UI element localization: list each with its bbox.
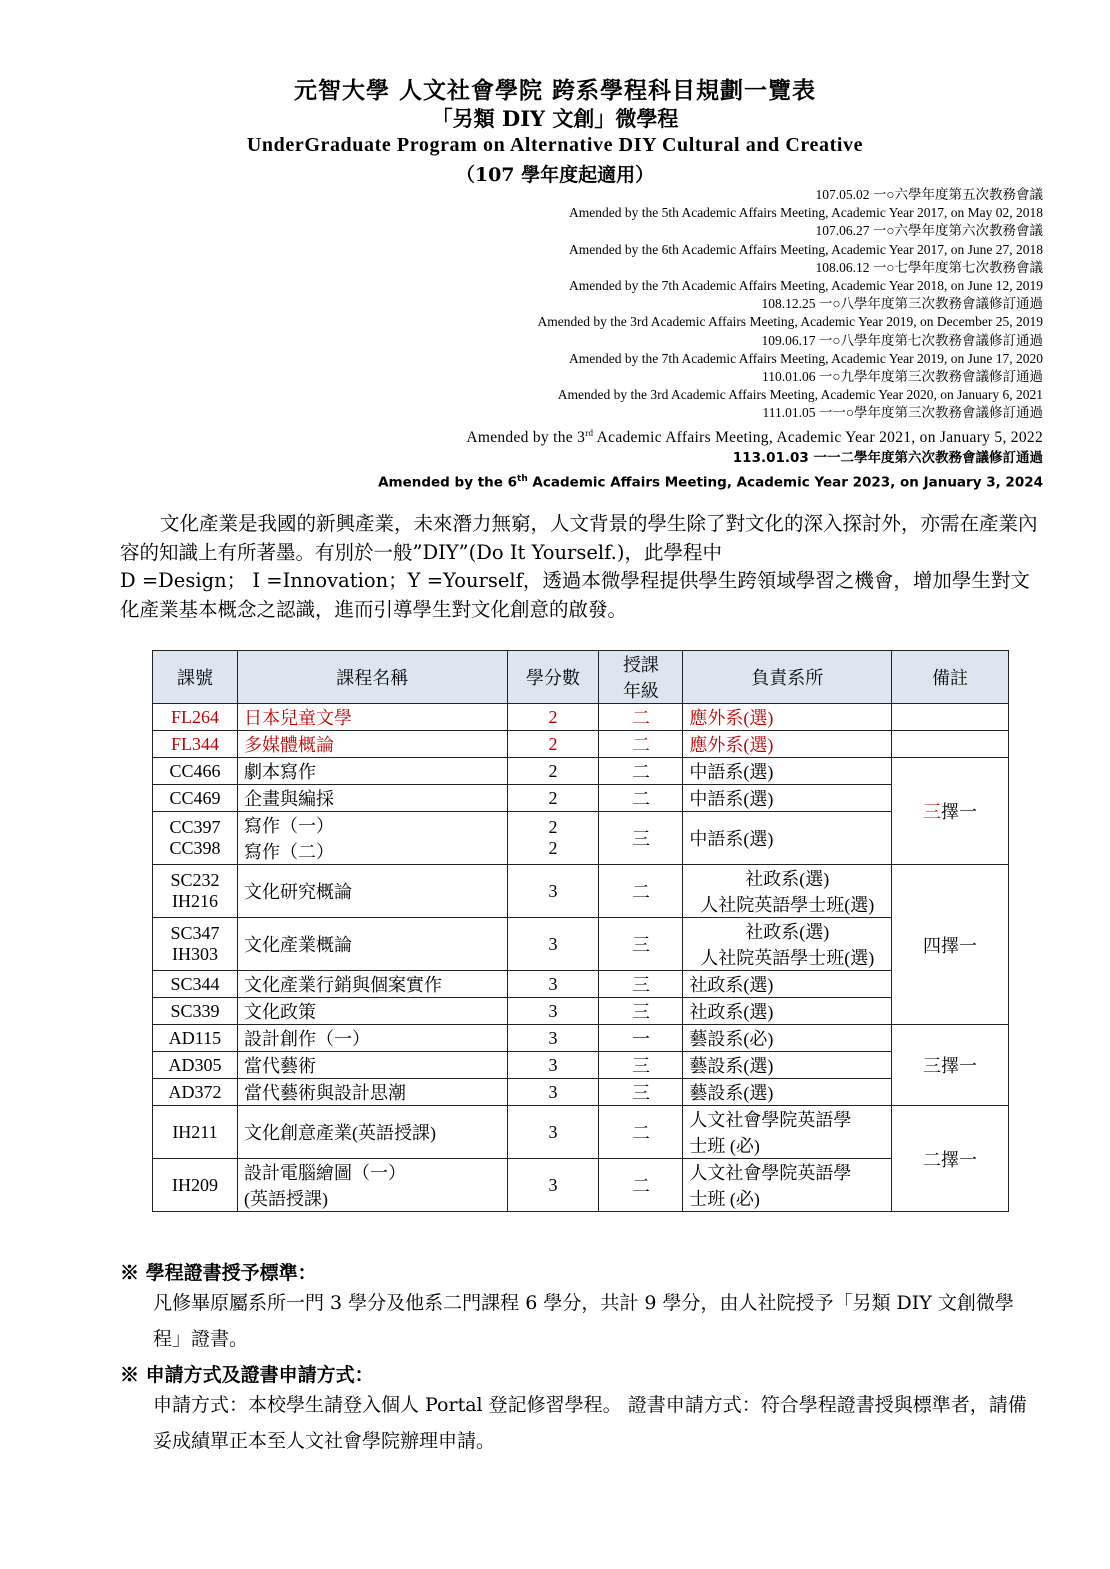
course-credit: 3 — [507, 1079, 599, 1106]
course-code: CC397 CC398 — [153, 812, 238, 865]
course-credit: 3 — [507, 865, 599, 918]
remark-choose-one-of-four: 四擇一 — [892, 865, 1009, 1025]
intro-paragraph-2: D =Design； I =Innovation；Y =Yourself，透過本微學程提供學生跨領域學習之機會，增加學生對文化產業基本概念之認識，進而引導學生對文化創意的啟發。 — [120, 569, 1030, 621]
course-grade: 二 — [599, 785, 683, 812]
table-row — [153, 1106, 1009, 1159]
course-code: SC232 IH216 — [153, 865, 238, 918]
course-code: FL264 — [153, 704, 238, 731]
course-credit: 2 — [507, 785, 599, 812]
course-credit: 3 — [507, 1159, 599, 1212]
course-name: 當代藝術 — [237, 1052, 507, 1079]
amendment-line-2022: Amended by the 3rd Academic Affairs Meeting, Academic Year 2021, on January 5, 2022 — [466, 427, 1043, 446]
course-code: IH211 — [153, 1106, 238, 1159]
title-english: UnderGraduate Program on Alternative DIY Cultural and Creative — [246, 134, 864, 156]
course-name: 日本兒童文學 — [237, 704, 507, 731]
course-name: 寫作（一） 寫作（二） — [237, 812, 507, 865]
course-dept: 藝設系(選) — [683, 1052, 892, 1079]
amendment-line: Amended by the 6th Academic Affairs Meeting, Academic Year 2017, on June 27, 2018 — [568, 241, 1043, 257]
course-grade: 二 — [599, 758, 683, 785]
amendment-line: Amended by the 7th Academic Affairs Meeting, Academic Year 2019, on June 17, 2020 — [568, 350, 1043, 366]
course-dept: 人文社會學院英語學 士班 (必) — [683, 1159, 892, 1212]
certificate-body: 凡修畢原屬系所一門 3 學分及他系二門課程 6 學分，共計 9 學分，由人社院授予「另類 DIY 文創微學程」證書。 — [153, 1292, 1014, 1350]
table-row — [153, 1079, 1009, 1106]
course-dept: 應外系(選) — [683, 731, 892, 758]
course-dept: 社政系(選) — [683, 998, 892, 1025]
course-dept: 人文社會學院英語學 士班 (必) — [683, 1106, 892, 1159]
course-name: 文化研究概論 — [237, 865, 507, 918]
remark-choose-one-of-three-ad: 三擇一 — [892, 1025, 1009, 1106]
application-section — [120, 1360, 1040, 1459]
course-grade: 三 — [599, 971, 683, 998]
course-code: SC344 — [153, 971, 238, 998]
header-grade: 授課 年級 — [599, 651, 683, 704]
course-code: IH209 — [153, 1159, 238, 1212]
course-credit: 3 — [507, 971, 599, 998]
table-row — [153, 1052, 1009, 1079]
course-code: AD372 — [153, 1079, 238, 1106]
course-name: 企畫與編採 — [237, 785, 507, 812]
amendment-line: 108.06.12 一○七學年度第七次教務會議 — [815, 259, 1043, 275]
course-dept: 社政系(選) 人社院英語學士班(選) — [683, 918, 892, 971]
table-header-row — [153, 651, 1009, 704]
application-body: 申請方式：本校學生請登入個人 Portal 登記修習學程。 證書申請方式：符合學程證書授與標準者，請備妥成績單正本至人文社會學院辦理申請。 — [153, 1394, 1027, 1452]
header-name: 課程名稱 — [237, 651, 507, 704]
course-credit: 2 — [507, 731, 599, 758]
course-table — [152, 650, 1009, 1212]
amendment-line: 107.06.27 一○六學年度第六次教務會議 — [815, 223, 1043, 239]
amendment-line: Amended by the 7th Academic Affairs Meeting, Academic Year 2018, on June 12, 2019 — [568, 278, 1043, 294]
header-dept: 負責系所 — [683, 651, 892, 704]
course-dept: 社政系(選) — [683, 971, 892, 998]
amendment-line-2024-zh: 113.01.03 一一二學年度第六次教務會議修訂通過 — [732, 449, 1043, 466]
remark-choose-one-of-three: 三擇一 — [892, 758, 1009, 865]
header-remark: 備註 — [892, 651, 1009, 704]
course-grade: 二 — [599, 865, 683, 918]
certificate-section — [120, 1258, 1040, 1357]
course-name: 設計創作（一） — [237, 1025, 507, 1052]
course-dept: 應外系(選) — [683, 704, 892, 731]
course-name: 設計電腦繪圖（一） (英語授課) — [237, 1159, 507, 1212]
remark-choose-one-of-two: 二擇一 — [892, 1106, 1009, 1212]
course-credit: 3 — [507, 1106, 599, 1159]
amendment-line: 110.01.06 一○九學年度第三次教務會議修訂通過 — [761, 369, 1043, 385]
amendment-line: Amended by the 5th Academic Affairs Meeting, Academic Year 2017, on May 02, 2018 — [568, 205, 1043, 221]
course-dept: 中語系(選) — [683, 785, 892, 812]
course-credit: 3 — [507, 1052, 599, 1079]
course-grade: 三 — [599, 1052, 683, 1079]
course-credit: 3 — [507, 1025, 599, 1052]
table-row — [153, 1025, 1009, 1052]
table-row — [153, 812, 1009, 865]
title-line2: 「另類 DIY 文創」微學程 — [431, 106, 679, 131]
course-dept: 藝設系(必) — [683, 1025, 892, 1052]
table-row — [153, 785, 1009, 812]
course-name: 當代藝術與設計思潮 — [237, 1079, 507, 1106]
course-grade: 二 — [599, 731, 683, 758]
title-line1: 元智大學 人文社會學院 跨系學程科目規劃一覽表 — [293, 77, 816, 104]
course-remark — [892, 704, 1009, 731]
course-grade: 一 — [599, 1025, 683, 1052]
table-row — [153, 731, 1009, 758]
table-row — [153, 971, 1009, 998]
course-code: AD305 — [153, 1052, 238, 1079]
amendment-line: Amended by the 3rd Academic Affairs Meeting, Academic Year 2019, on December 25, 2019 — [537, 314, 1043, 330]
table-row — [153, 704, 1009, 731]
course-grade: 三 — [599, 998, 683, 1025]
course-name: 劇本寫作 — [237, 758, 507, 785]
table-row — [153, 1159, 1009, 1212]
course-code: AD115 — [153, 1025, 238, 1052]
course-dept: 中語系(選) — [683, 758, 892, 785]
amendment-line: 107.05.02 一○六學年度第五次教務會議 — [815, 187, 1043, 202]
table-row — [153, 865, 1009, 918]
program-introduction — [120, 510, 1045, 624]
applicable-year: （107 學年度起適用） — [455, 164, 655, 186]
header-code: 課號 — [153, 651, 238, 704]
amendment-line: Amended by the 3rd Academic Affairs Meeting, Academic Year 2020, on January 6, 2021 — [557, 387, 1043, 403]
course-name: 文化產業概論 — [237, 918, 507, 971]
table-row — [153, 998, 1009, 1025]
course-grade: 三 — [599, 918, 683, 971]
course-name: 文化創意產業(英語授課) — [237, 1106, 507, 1159]
course-grade: 三 — [599, 812, 683, 865]
course-name: 多媒體概論 — [237, 731, 507, 758]
course-grade: 二 — [599, 1106, 683, 1159]
course-code: SC347 IH303 — [153, 918, 238, 971]
course-code: CC466 — [153, 758, 238, 785]
course-code: CC469 — [153, 785, 238, 812]
course-grade: 三 — [599, 1079, 683, 1106]
course-code: SC339 — [153, 998, 238, 1025]
amendment-list — [343, 186, 1043, 493]
course-grade: 二 — [599, 704, 683, 731]
amendment-line: 109.06.17 一○八學年度第七次教務會議修訂通過 — [761, 332, 1043, 348]
course-credit: 2 2 — [507, 812, 599, 865]
table-row — [153, 758, 1009, 785]
course-dept: 藝設系(選) — [683, 1079, 892, 1106]
table-row — [153, 918, 1009, 971]
header-credit: 學分數 — [507, 651, 599, 704]
course-credit: 2 — [507, 758, 599, 785]
course-credit: 3 — [507, 918, 599, 971]
certificate-heading: ※ 學程證書授予標準： — [120, 1262, 317, 1284]
course-remark — [892, 731, 1009, 758]
course-name: 文化政策 — [237, 998, 507, 1025]
intro-paragraph-1: 文化產業是我國的新興產業，未來潛力無窮，人文背景的學生除了對文化的深入探討外，亦需在產業內容的知識上有所著墨。有別於一般”DIY”(Do It Yourself.)，此學程中 — [120, 512, 1038, 564]
amendment-line: 111.01.05 一一○學年度第三次教務會議修訂通過 — [762, 405, 1043, 421]
course-code: FL344 — [153, 731, 238, 758]
amendment-line: 108.12.25 一○八學年度第三次教務會議修訂通過 — [761, 296, 1043, 312]
application-heading: ※ 申請方式及證書申請方式： — [120, 1364, 374, 1386]
course-dept: 社政系(選) 人社院英語學士班(選) — [683, 865, 892, 918]
amendment-line-2024: Amended by the 6th Academic Affairs Meeting, Academic Year 2023, on January 3, 2024 — [378, 473, 1043, 491]
course-name: 文化產業行銷與個案實作 — [237, 971, 507, 998]
course-credit: 2 — [507, 704, 599, 731]
course-credit: 3 — [507, 998, 599, 1025]
course-grade: 二 — [599, 1159, 683, 1212]
course-dept: 中語系(選) — [683, 812, 892, 865]
